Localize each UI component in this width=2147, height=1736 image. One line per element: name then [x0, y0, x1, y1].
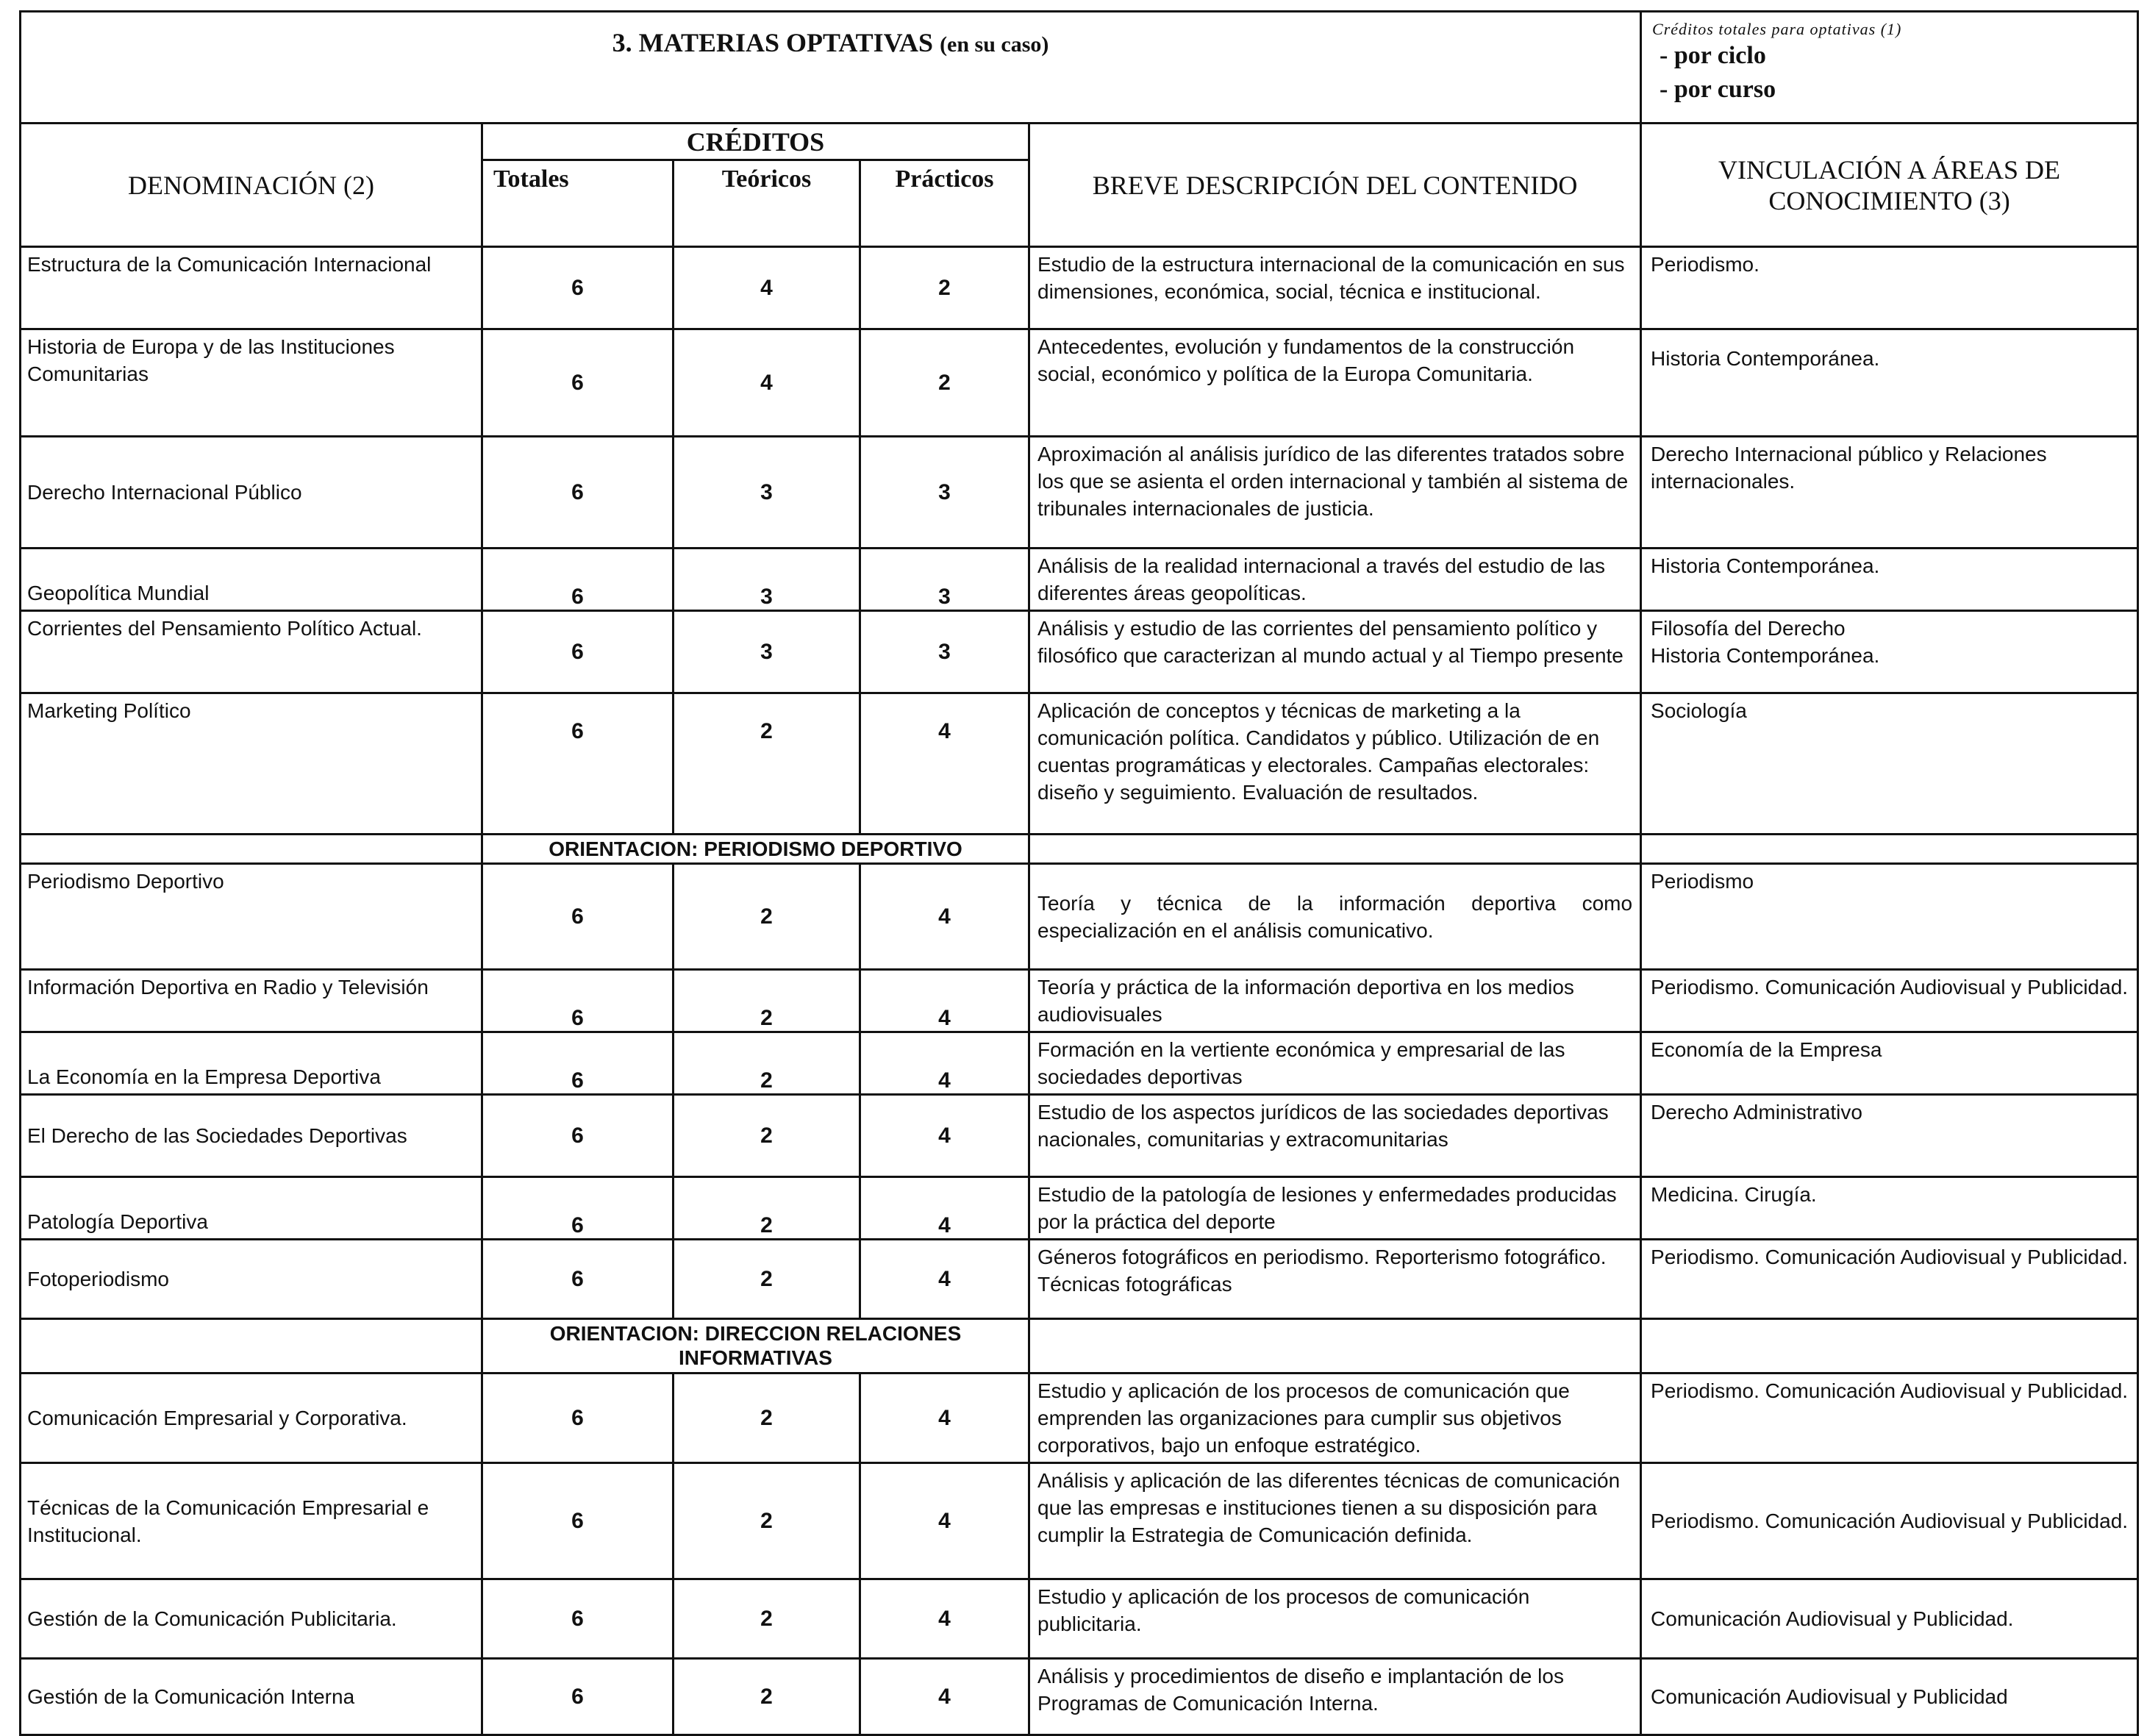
knowledge-area: Periodismo. Comunicación Audiovisual y Publicidad. [1641, 1240, 2138, 1319]
credits-practice: 4 [860, 1177, 1029, 1240]
subject-description: Géneros fotográficos en periodismo. Reporterismo fotográfico. Técnicas fotográficas [1029, 1240, 1641, 1319]
credits-theory: 2 [674, 1032, 860, 1095]
total-credits-box [1641, 12, 2138, 124]
subject-description: Estudio de la estructura internacional de la comunicación en sus dimensiones, económica, social, técnica e institucional. [1029, 247, 1641, 329]
table-row [21, 1032, 2138, 1095]
credits-theory: 3 [674, 437, 860, 549]
subject-description: Estudio de los aspectos jurídicos de las sociedades deportivas nacionales, comunitarias y extracomunitarias [1029, 1095, 1641, 1177]
subject-name: La Economía en la Empresa Deportiva [21, 1032, 482, 1095]
subject-description: Aproximación al análisis jurídico de las diferentes tratados sobre los que se asienta el orden internacional y también al sistema de tribunales internacionales de justicia. [1029, 437, 1641, 549]
credits-total: 6 [482, 549, 674, 611]
orientation-empty-cell [21, 835, 482, 864]
subject-description: Análisis y estudio de las corrientes del pensamiento político y filosófico que caracterizan al mundo actual y al Tiempo presente [1029, 611, 1641, 693]
col-descripcion [1029, 124, 1641, 247]
table-row [21, 1177, 2138, 1240]
credits-practice: 4 [860, 1463, 1029, 1579]
col-totales-label: Totales [493, 165, 569, 193]
subject-name: Técnicas de la Comunicación Empresarial e Institucional. [21, 1463, 482, 1579]
subject-description: Análisis de la realidad internacional a través del estudio de las diferentes áreas geopolíticas. [1029, 549, 1641, 611]
knowledge-area: Periodismo. Comunicación Audiovisual y Publicidad. [1641, 1374, 2138, 1463]
col-teoricos [674, 160, 860, 247]
credits-total: 6 [482, 1374, 674, 1463]
knowledge-area: Derecho Administrativo [1641, 1095, 2138, 1177]
subject-description: Teoría y práctica de la información deportiva en los medios audiovisuales [1029, 970, 1641, 1032]
knowledge-area: Derecho Internacional público y Relaciones internacionales. [1641, 437, 2138, 549]
subject-description: Antecedentes, evolución y fundamentos de la construcción social, económico y política de la Europa Comunitaria. [1029, 329, 1641, 437]
credits-per-cycle: - por ciclo [1660, 42, 1766, 69]
table-row [21, 437, 2138, 549]
col-totales [482, 160, 674, 247]
credits-total: 6 [482, 611, 674, 693]
credits-total: 6 [482, 1240, 674, 1319]
table-row [21, 1240, 2138, 1319]
knowledge-area: Periodismo. Comunicación Audiovisual y Publicidad. [1641, 1463, 2138, 1579]
credits-per-course: - por curso [1660, 76, 1776, 103]
credits-theory: 4 [674, 247, 860, 329]
credits-theory: 2 [674, 1240, 860, 1319]
header-row [21, 12, 2138, 124]
orientation-empty-cell [1641, 1319, 2138, 1374]
subject-name: Fotoperiodismo [21, 1240, 482, 1319]
table-row [21, 1659, 2138, 1735]
subject-name: Periodismo Deportivo [21, 864, 482, 970]
credits-total: 6 [482, 1095, 674, 1177]
credits-practice: 2 [860, 247, 1029, 329]
col-creditos [482, 124, 1029, 160]
credits-total: 6 [482, 1177, 674, 1240]
col-practicos-label: Prácticos [895, 165, 994, 193]
knowledge-area: Periodismo [1641, 864, 2138, 970]
credits-practice: 4 [860, 1095, 1029, 1177]
credits-total: 6 [482, 437, 674, 549]
subject-name: Comunicación Empresarial y Corporativa. [21, 1374, 482, 1463]
credits-practice: 3 [860, 611, 1029, 693]
table-row [21, 970, 2138, 1032]
col-creditos-label: CRÉDITOS [686, 126, 825, 157]
credits-theory: 2 [674, 1095, 860, 1177]
table-row [21, 1374, 2138, 1463]
credits-practice: 4 [860, 1374, 1029, 1463]
credits-total: 6 [482, 970, 674, 1032]
total-credits-note: Créditos totales para optativas (1) [1652, 20, 1902, 38]
credits-total: 6 [482, 1032, 674, 1095]
subject-name: Estructura de la Comunicación Internacional [21, 247, 482, 329]
subject-name: Gestión de la Comunicación Interna [21, 1659, 482, 1735]
credits-total: 6 [482, 1659, 674, 1735]
knowledge-area: Economía de la Empresa [1641, 1032, 2138, 1095]
table-row [21, 611, 2138, 693]
table-row [21, 247, 2138, 329]
credits-total: 6 [482, 1579, 674, 1659]
credits-total: 6 [482, 864, 674, 970]
knowledge-area: Comunicación Audiovisual y Publicidad. [1641, 1579, 2138, 1659]
orientation-sports-journalism: ORIENTACION: PERIODISMO DEPORTIVO [482, 835, 1029, 864]
subject-name: Patología Deportiva [21, 1177, 482, 1240]
col-denominacion-label: DENOMINACIÓN (2) [128, 170, 374, 200]
knowledge-area: Medicina. Cirugía. [1641, 1177, 2138, 1240]
knowledge-area: Comunicación Audiovisual y Publicidad [1641, 1659, 2138, 1735]
knowledge-area: Periodismo. [1641, 247, 2138, 329]
credits-theory: 2 [674, 1177, 860, 1240]
optional-subjects-table [19, 10, 2139, 1736]
subject-description: Análisis y procedimientos de diseño e implantación de los Programas de Comunicación Interna. [1029, 1659, 1641, 1735]
subject-description: Estudio y aplicación de los procesos de comunicación publicitaria. [1029, 1579, 1641, 1659]
subject-description: Formación en la vertiente económica y empresarial de las sociedades deportivas [1029, 1032, 1641, 1095]
table-row [21, 693, 2138, 835]
credits-theory: 2 [674, 693, 860, 835]
credits-theory: 2 [674, 1374, 860, 1463]
credits-theory: 2 [674, 1579, 860, 1659]
col-denominacion [21, 124, 482, 247]
subject-name: Derecho Internacional Público [21, 437, 482, 549]
knowledge-area: Filosofía del Derecho Historia Contemporánea. [1641, 611, 2138, 693]
col-teoricos-label: Teóricos [721, 165, 812, 193]
col-practicos [860, 160, 1029, 247]
table-row [21, 329, 2138, 437]
credits-theory: 2 [674, 1659, 860, 1735]
subject-description: Análisis y aplicación de las diferentes técnicas de comunicación que las empresas e instituciones tienen a su disposición para cumplir la Estrategia de Comunicación definida. [1029, 1463, 1641, 1579]
column-header-row-1 [21, 124, 2138, 160]
orientation-row [21, 1319, 2138, 1374]
subject-description: Estudio y aplicación de los procesos de comunicación que emprenden las organizaciones para cumplir sus objetivos corporativos, bajo un enfoque estratégico. [1029, 1374, 1641, 1463]
subject-name: Información Deportiva en Radio y Televisión [21, 970, 482, 1032]
col-vinculacion [1641, 124, 2138, 247]
credits-practice: 4 [860, 1240, 1029, 1319]
table-row [21, 864, 2138, 970]
table-row [21, 1095, 2138, 1177]
subject-name: Geopolítica Mundial [21, 549, 482, 611]
credits-theory: 2 [674, 1463, 860, 1579]
knowledge-area: Historia Contemporánea. [1641, 549, 2138, 611]
table-row [21, 1463, 2138, 1579]
orientation-empty-cell [21, 1319, 482, 1374]
orientation-row [21, 835, 2138, 864]
table-row [21, 1579, 2138, 1659]
orientation-empty-cell [1029, 1319, 1641, 1374]
credits-total: 6 [482, 693, 674, 835]
orientation-empty-cell [1029, 835, 1641, 864]
subject-name: Corrientes del Pensamiento Político Actual. [21, 611, 482, 693]
credits-practice: 2 [860, 329, 1029, 437]
orientation-empty-cell [1641, 835, 2138, 864]
section-title-cell [21, 12, 1641, 124]
section-title-paren: (en su caso) [940, 32, 1049, 57]
credits-practice: 3 [860, 549, 1029, 611]
col-descripcion-label: BREVE DESCRIPCIÓN DEL CONTENIDO [1092, 170, 1578, 200]
subject-name: El Derecho de las Sociedades Deportivas [21, 1095, 482, 1177]
subject-description: Aplicación de conceptos y técnicas de marketing a la comunicación política. Candidatos y público. Utilización de en cuentas programáticas y electorales. Campañas electorales: diseño y seguimiento. Evaluación de resultados. [1029, 693, 1641, 835]
knowledge-area: Historia Contemporánea. [1641, 329, 2138, 437]
orientation-info-relations: ORIENTACION: DIRECCION RELACIONES INFORMATIVAS [482, 1319, 1029, 1374]
subject-description: Teoría y técnica de la información deportiva como especialización en el análisis comunicativo. [1029, 864, 1641, 970]
col-vinculacion-label: VINCULACIÓN A ÁREAS DE CONOCIMIENTO (3) [1718, 154, 2061, 215]
credits-practice: 4 [860, 693, 1029, 835]
credits-total: 6 [482, 247, 674, 329]
credits-practice: 4 [860, 864, 1029, 970]
credits-theory: 2 [674, 970, 860, 1032]
subject-name: Historia de Europa y de las Instituciones Comunitarias [21, 329, 482, 437]
credits-practice: 4 [860, 1579, 1029, 1659]
credits-theory: 2 [674, 864, 860, 970]
credits-practice: 4 [860, 970, 1029, 1032]
credits-practice: 4 [860, 1032, 1029, 1095]
knowledge-area: Periodismo. Comunicación Audiovisual y Publicidad. [1641, 970, 2138, 1032]
knowledge-area: Sociología [1641, 693, 2138, 835]
optional-subjects-sheet [19, 10, 2137, 1736]
credits-practice: 3 [860, 437, 1029, 549]
credits-theory: 4 [674, 329, 860, 437]
section-title: 3. MATERIAS OPTATIVAS [612, 28, 934, 57]
credits-total: 6 [482, 1463, 674, 1579]
subject-name: Gestión de la Comunicación Publicitaria. [21, 1579, 482, 1659]
credits-theory: 3 [674, 549, 860, 611]
table-row [21, 549, 2138, 611]
subject-name: Marketing Político [21, 693, 482, 835]
credits-total: 6 [482, 329, 674, 437]
credits-theory: 3 [674, 611, 860, 693]
credits-practice: 4 [860, 1659, 1029, 1735]
subject-description: Estudio de la patología de lesiones y enfermedades producidas por la práctica del deporte [1029, 1177, 1641, 1240]
